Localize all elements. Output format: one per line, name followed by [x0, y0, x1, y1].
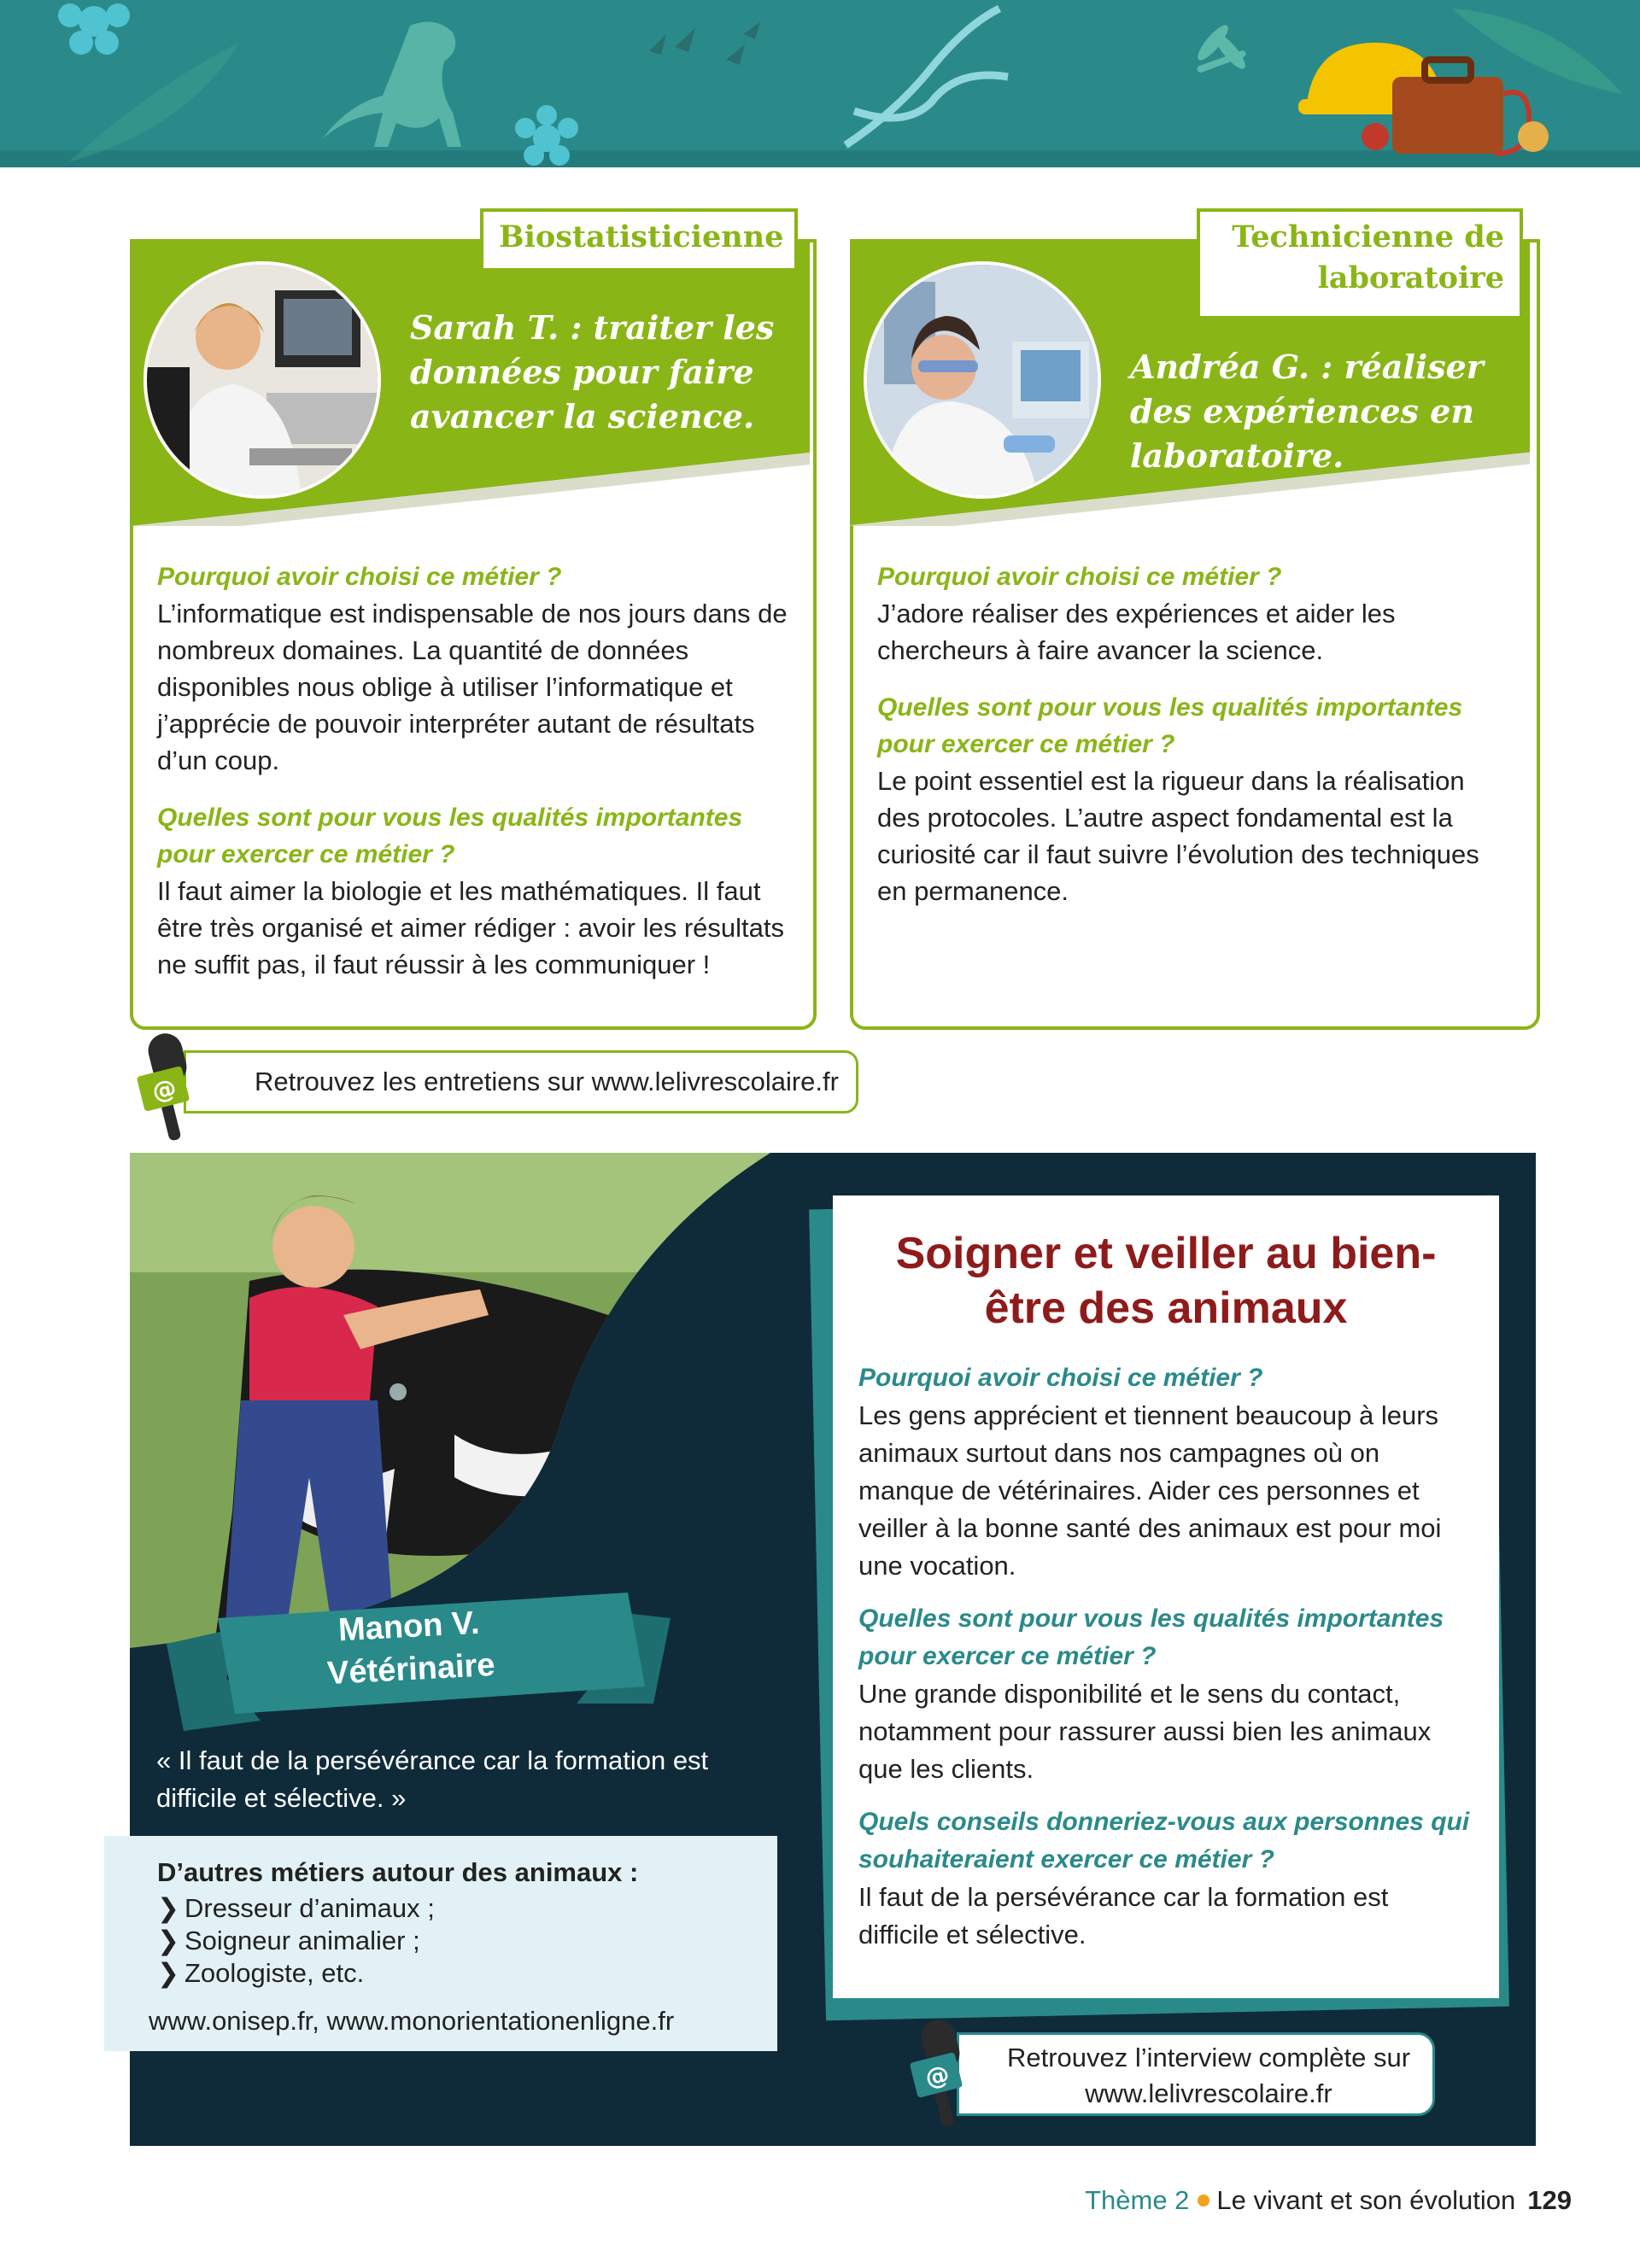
bullet-dot-icon	[1198, 2195, 1210, 2207]
interviews-link-text[interactable]: Retrouvez les entretiens sur www.lelivrescolaire.fr	[255, 1067, 839, 1096]
job-title: Biostatisticienne	[499, 219, 784, 254]
interview-card-technicienne	[850, 219, 1540, 1030]
chevron-right-icon: ❯	[157, 1926, 179, 1955]
vet-name-label	[280, 1599, 541, 1698]
answer-advice: Il faut de la persévérance car la formation est difficile et sélective.	[858, 1882, 1389, 1949]
chevron-right-icon: ❯	[157, 1893, 179, 1923]
microphone-icon	[128, 1033, 205, 1144]
list-item: ❯ Zoologiste, etc.	[157, 1958, 365, 1988]
interviews-link[interactable]	[184, 1050, 858, 1114]
answer-why: Les gens apprécient et tiennent beaucoup à leurs animaux surtout dans nos campagnes où on manque de vétérinaires. Aider ces personnes et veiller à la bonne santé des animaux est pour moi une vocation.	[858, 1400, 1442, 1581]
answer-qualities: Le point essentiel est la rigueur dans la réalisation des protocoles. L’autre aspect fondamental est la curiosité car il faut suivre l’évolution des techniques en permanence.	[877, 766, 1479, 906]
answer-why: L’informatique est indispensable de nos jours dans de nombreux domaines. La quantité de données disponibles nous oblige à utiliser l’informatique et j’apprécie de pouvoir interpréter autant de résultats d’un coup.	[157, 599, 788, 775]
page-number: 129	[1527, 2185, 1572, 2215]
answer-qualities: Une grande disponibilité et le sens du contact, notamment pour rassurer aussi bien les animaux que les clients.	[858, 1679, 1432, 1784]
question-qualities: Quelles sont pour vous les qualités importantes pour exercer ce métier ?	[157, 804, 743, 868]
job-tag	[480, 208, 798, 272]
microphone-icon	[901, 2020, 978, 2131]
question-why: Pourquoi avoir choisi ce métier ?	[877, 563, 1282, 591]
card-headline: Andréa G. : réaliser des expériences en laboratoire.	[1130, 348, 1484, 475]
full-interview-link-line1[interactable]: Retrouvez l’interview complète sur	[1006, 2043, 1411, 2072]
job-tag	[1197, 208, 1523, 319]
portrait-photo	[144, 261, 381, 499]
veterinarian-photo	[130, 1153, 770, 1648]
interview-card-biostatisticienne	[130, 219, 817, 1030]
question-qualities: Quelles sont pour vous les qualités importantes pour exercer ce métier ?	[877, 693, 1463, 758]
card-headline: Sarah T. : traiter les données pour faire avancer la science.	[410, 308, 775, 435]
vet-interview-box	[833, 1195, 1499, 1998]
chevron-right-icon: ❯	[157, 1958, 179, 1988]
page-footer	[1085, 2182, 1572, 2219]
vet-job: Vétérinaire	[326, 1646, 496, 1692]
question-qualities: Quelles sont pour vous les qualités importantes pour exercer ce métier ?	[858, 1605, 1444, 1670]
interview-title: Soigner et veiller au bien-être des animaux	[895, 1229, 1437, 1333]
job-title-line1: Technicienne de	[1232, 219, 1504, 254]
question-advice: Quels conseils donneriez-vous aux personnes qui souhaiteraient exercer ce métier ?	[858, 1808, 1470, 1873]
question-why: Pourquoi avoir choisi ce métier ?	[157, 563, 562, 591]
question-why: Pourquoi avoir choisi ce métier ?	[858, 1364, 1263, 1392]
portrait-photo	[864, 261, 1101, 499]
list-item: ❯ Soigneur animalier ;	[157, 1926, 420, 1955]
full-interview-link-line2[interactable]: www.lelivrescolaire.fr	[1085, 2078, 1332, 2108]
header-banner	[0, 0, 1640, 167]
theme-title: Le vivant et son évolution	[1216, 2185, 1516, 2215]
orientation-sites[interactable]: www.onisep.fr, www.monorientationenligne.fr	[149, 2006, 675, 2036]
vet-name: Manon V.	[337, 1605, 481, 1649]
answer-why: J’adore réaliser des expériences et aider les chercheurs à faire avancer la science.	[877, 599, 1396, 665]
svg-text:@: @	[149, 1073, 179, 1107]
vet-quote: « Il faut de la persévérance car la formation est difficile et sélective. »	[156, 1745, 709, 1813]
theme-label: Thème 2	[1085, 2185, 1190, 2215]
job-title-line2: laboratoire	[1317, 260, 1504, 295]
answer-qualities: Il faut aimer la biologie et les mathématiques. Il faut être très organisé et aimer rédiger : avoir les résultats ne suffit pas, il faut réussir à les communiquer !	[157, 876, 784, 979]
list-item: ❯ Dresseur d’animaux ;	[157, 1893, 435, 1923]
svg-text:@: @	[922, 2059, 952, 2093]
other-jobs-title: D’autres métiers autour des animaux :	[157, 1857, 639, 1887]
other-jobs-box	[104, 1836, 777, 2051]
full-interview-link[interactable]	[957, 2032, 1435, 2116]
